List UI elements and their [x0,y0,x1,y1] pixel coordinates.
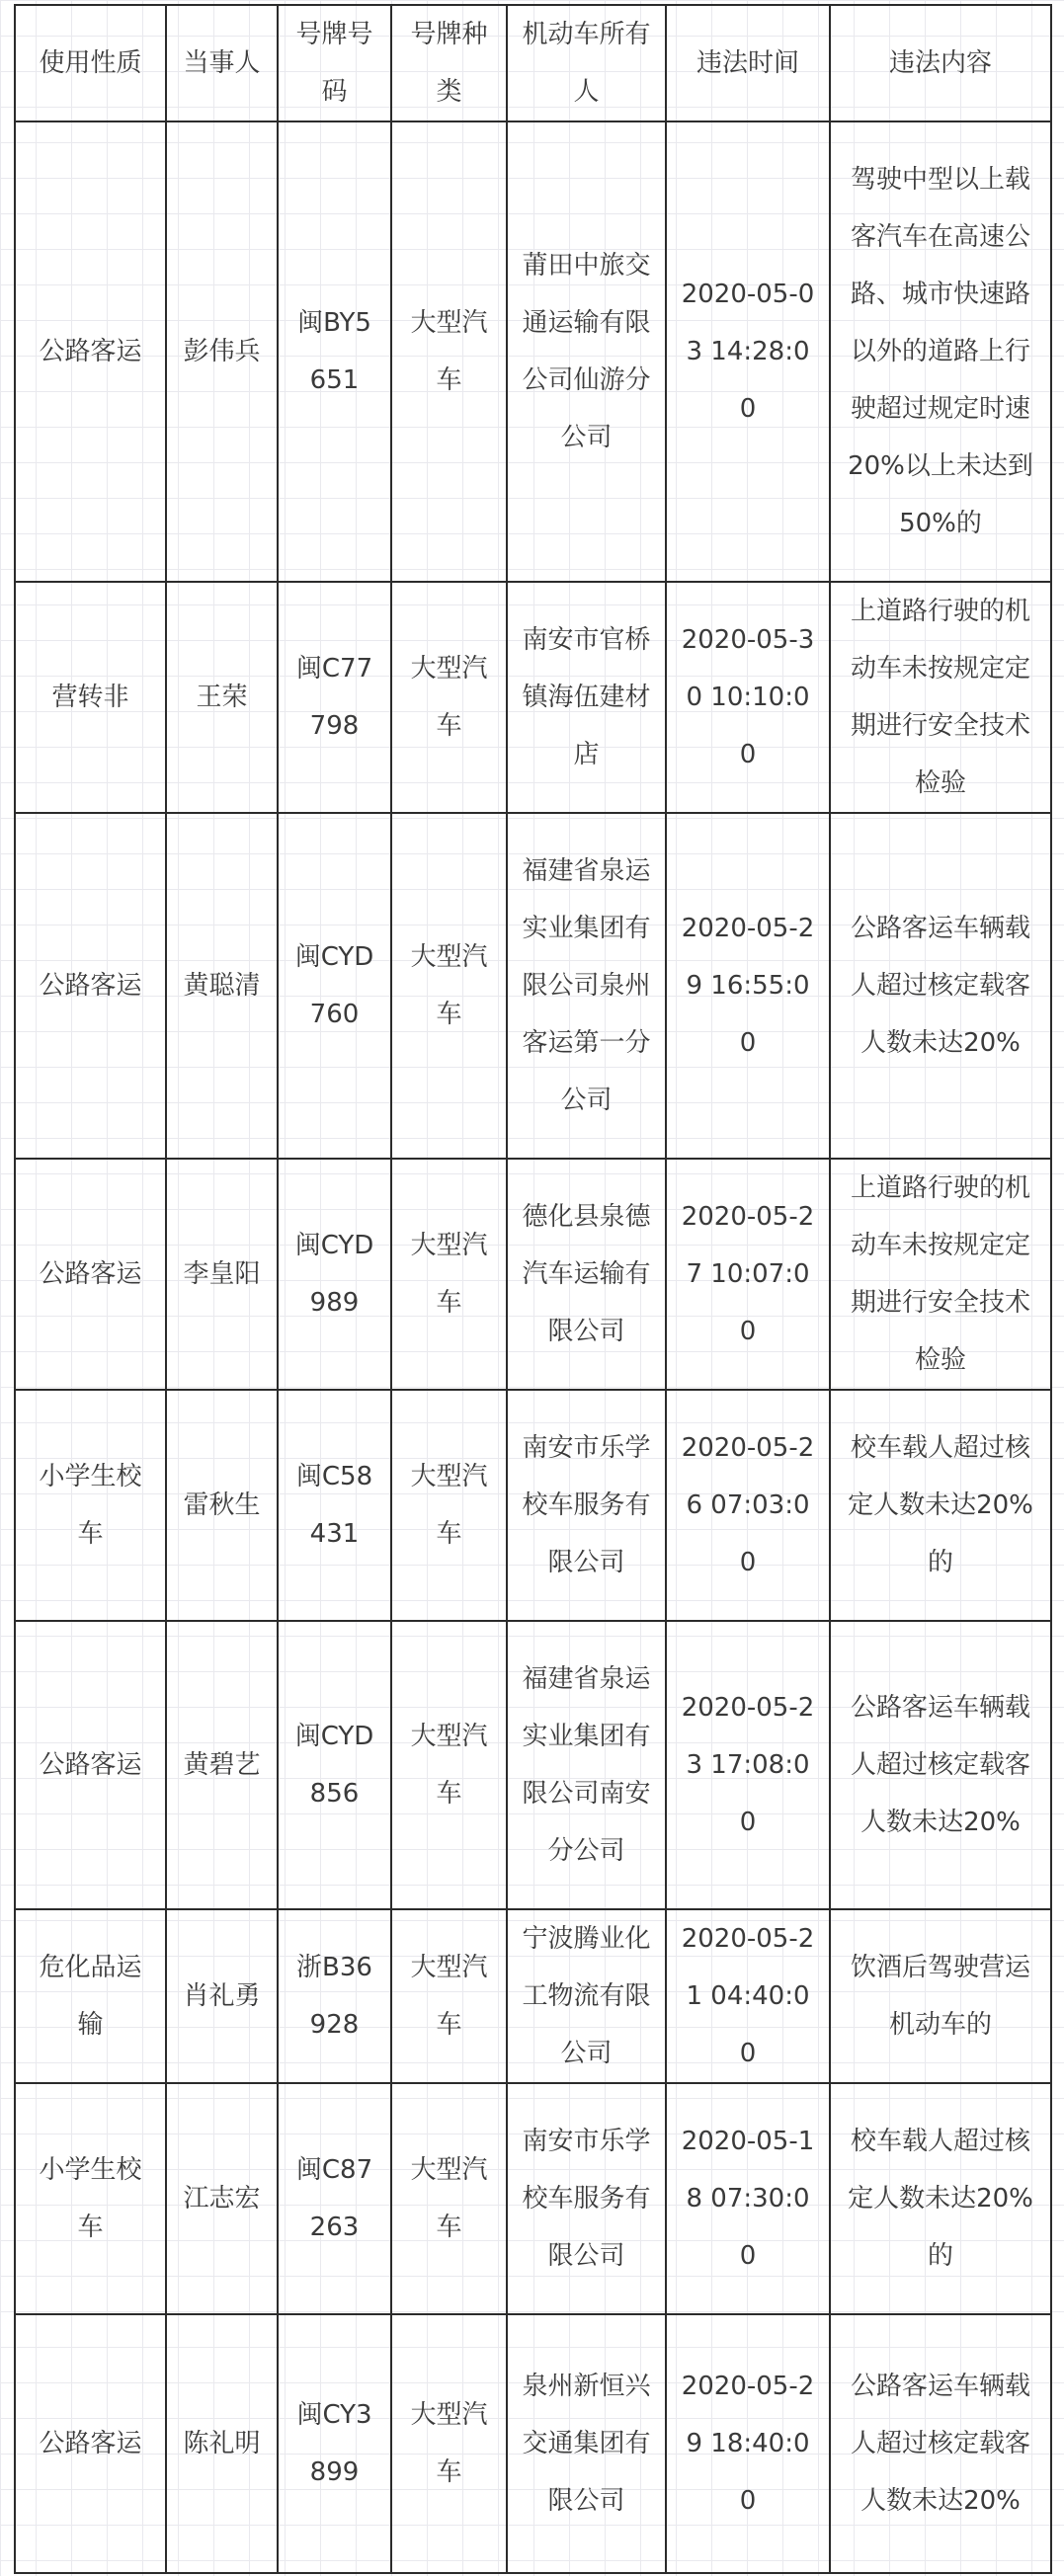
cell-usage-type: 营转非 [15,582,166,813]
cell-violation-content: 饮酒后驾驶营运机动车的 [830,1909,1051,2083]
cell-party: 李皇阳 [166,1159,278,1390]
cell-violation-content: 公路客运车辆载人超过核定载客人数未达20% [830,2314,1051,2573]
table-header-row [15,5,1051,121]
cell-violation-time: 2020-05-27 10:07:00 [666,1159,830,1390]
cell-plate-type: 大型汽车 [391,2314,507,2573]
table-row [15,1390,1051,1621]
cell-vehicle-owner: 福建省泉运实业集团有限公司南安分公司 [507,1621,666,1909]
cell-usage-type: 公路客运 [15,813,166,1159]
cell-party: 江志宏 [166,2083,278,2314]
cell-plate-type: 大型汽车 [391,121,507,582]
table-row [15,2083,1051,2314]
cell-usage-type: 危化品运输 [15,1909,166,2083]
header-plate-number: 号牌号码 [278,5,391,121]
header-vehicle-owner: 机动车所有人 [507,5,666,121]
cell-usage-type: 公路客运 [15,2314,166,2573]
cell-violation-time: 2020-05-26 07:03:00 [666,1390,830,1621]
cell-plate-type: 大型汽车 [391,1390,507,1621]
cell-party: 黄碧艺 [166,1621,278,1909]
cell-plate-type: 大型汽车 [391,813,507,1159]
table-row [15,582,1051,813]
cell-plate-number: 闽CY3899 [278,2314,391,2573]
cell-vehicle-owner: 宁波腾业化工物流有限公司 [507,1909,666,2083]
cell-plate-type: 大型汽车 [391,582,507,813]
table-row [15,1621,1051,1909]
cell-violation-content: 公路客运车辆载人超过核定载客人数未达20% [830,813,1051,1159]
cell-plate-number: 闽C87263 [278,2083,391,2314]
cell-plate-number: 浙B36928 [278,1909,391,2083]
cell-usage-type: 公路客运 [15,1159,166,1390]
header-party: 当事人 [166,5,278,121]
cell-party: 王荣 [166,582,278,813]
cell-violation-content: 校车载人超过核定人数未达20%的 [830,2083,1051,2314]
cell-plate-type: 大型汽车 [391,1621,507,1909]
cell-violation-time: 2020-05-29 16:55:00 [666,813,830,1159]
cell-plate-type: 大型汽车 [391,2083,507,2314]
cell-violation-time: 2020-05-29 18:40:00 [666,2314,830,2573]
cell-plate-number: 闽CYD856 [278,1621,391,1909]
cell-plate-type: 大型汽车 [391,1909,507,2083]
table-row [15,813,1051,1159]
header-violation-time: 违法时间 [666,5,830,121]
cell-plate-number: 闽C58431 [278,1390,391,1621]
cell-violation-content: 校车载人超过核定人数未达20%的 [830,1390,1051,1621]
table-row [15,2314,1051,2573]
cell-plate-number: 闽C77798 [278,582,391,813]
table-row [15,1159,1051,1390]
cell-violation-time: 2020-05-18 07:30:00 [666,2083,830,2314]
table-row [15,121,1051,582]
header-usage-type: 使用性质 [15,5,166,121]
cell-party: 雷秋生 [166,1390,278,1621]
cell-violation-time: 2020-05-23 17:08:00 [666,1621,830,1909]
cell-party: 陈礼明 [166,2314,278,2573]
cell-vehicle-owner: 南安市乐学校车服务有限公司 [507,2083,666,2314]
cell-vehicle-owner: 泉州新恒兴交通集团有限公司 [507,2314,666,2573]
cell-party: 黄聪清 [166,813,278,1159]
cell-violation-content: 驾驶中型以上载客汽车在高速公路、城市快速路以外的道路上行驶超过规定时速20%以上未达到50%的 [830,121,1051,582]
cell-usage-type: 小学生校车 [15,2083,166,2314]
cell-violation-time: 2020-05-21 04:40:00 [666,1909,830,2083]
cell-plate-type: 大型汽车 [391,1159,507,1390]
cell-vehicle-owner: 莆田中旅交通运输有限公司仙游分公司 [507,121,666,582]
cell-usage-type: 小学生校车 [15,1390,166,1621]
cell-vehicle-owner: 德化县泉德汽车运输有限公司 [507,1159,666,1390]
table-row [15,1909,1051,2083]
cell-violation-content: 上道路行驶的机动车未按规定定期进行安全技术检验 [830,1159,1051,1390]
cell-vehicle-owner: 南安市官桥镇海伍建材店 [507,582,666,813]
header-violation-content: 违法内容 [830,5,1051,121]
cell-violation-time: 2020-05-30 10:10:00 [666,582,830,813]
cell-party: 彭伟兵 [166,121,278,582]
cell-violation-content: 公路客运车辆载人超过核定载客人数未达20% [830,1621,1051,1909]
cell-plate-number: 闽CYD760 [278,813,391,1159]
cell-vehicle-owner: 南安市乐学校车服务有限公司 [507,1390,666,1621]
cell-violation-content: 上道路行驶的机动车未按规定定期进行安全技术检验 [830,582,1051,813]
cell-vehicle-owner: 福建省泉运实业集团有限公司泉州客运第一分公司 [507,813,666,1159]
cell-usage-type: 公路客运 [15,121,166,582]
cell-usage-type: 公路客运 [15,1621,166,1909]
header-plate-type: 号牌种类 [391,5,507,121]
cell-plate-number: 闽BY5651 [278,121,391,582]
cell-violation-time: 2020-05-03 14:28:00 [666,121,830,582]
violation-table [14,4,1052,2574]
cell-party: 肖礼勇 [166,1909,278,2083]
cell-plate-number: 闽CYD989 [278,1159,391,1390]
